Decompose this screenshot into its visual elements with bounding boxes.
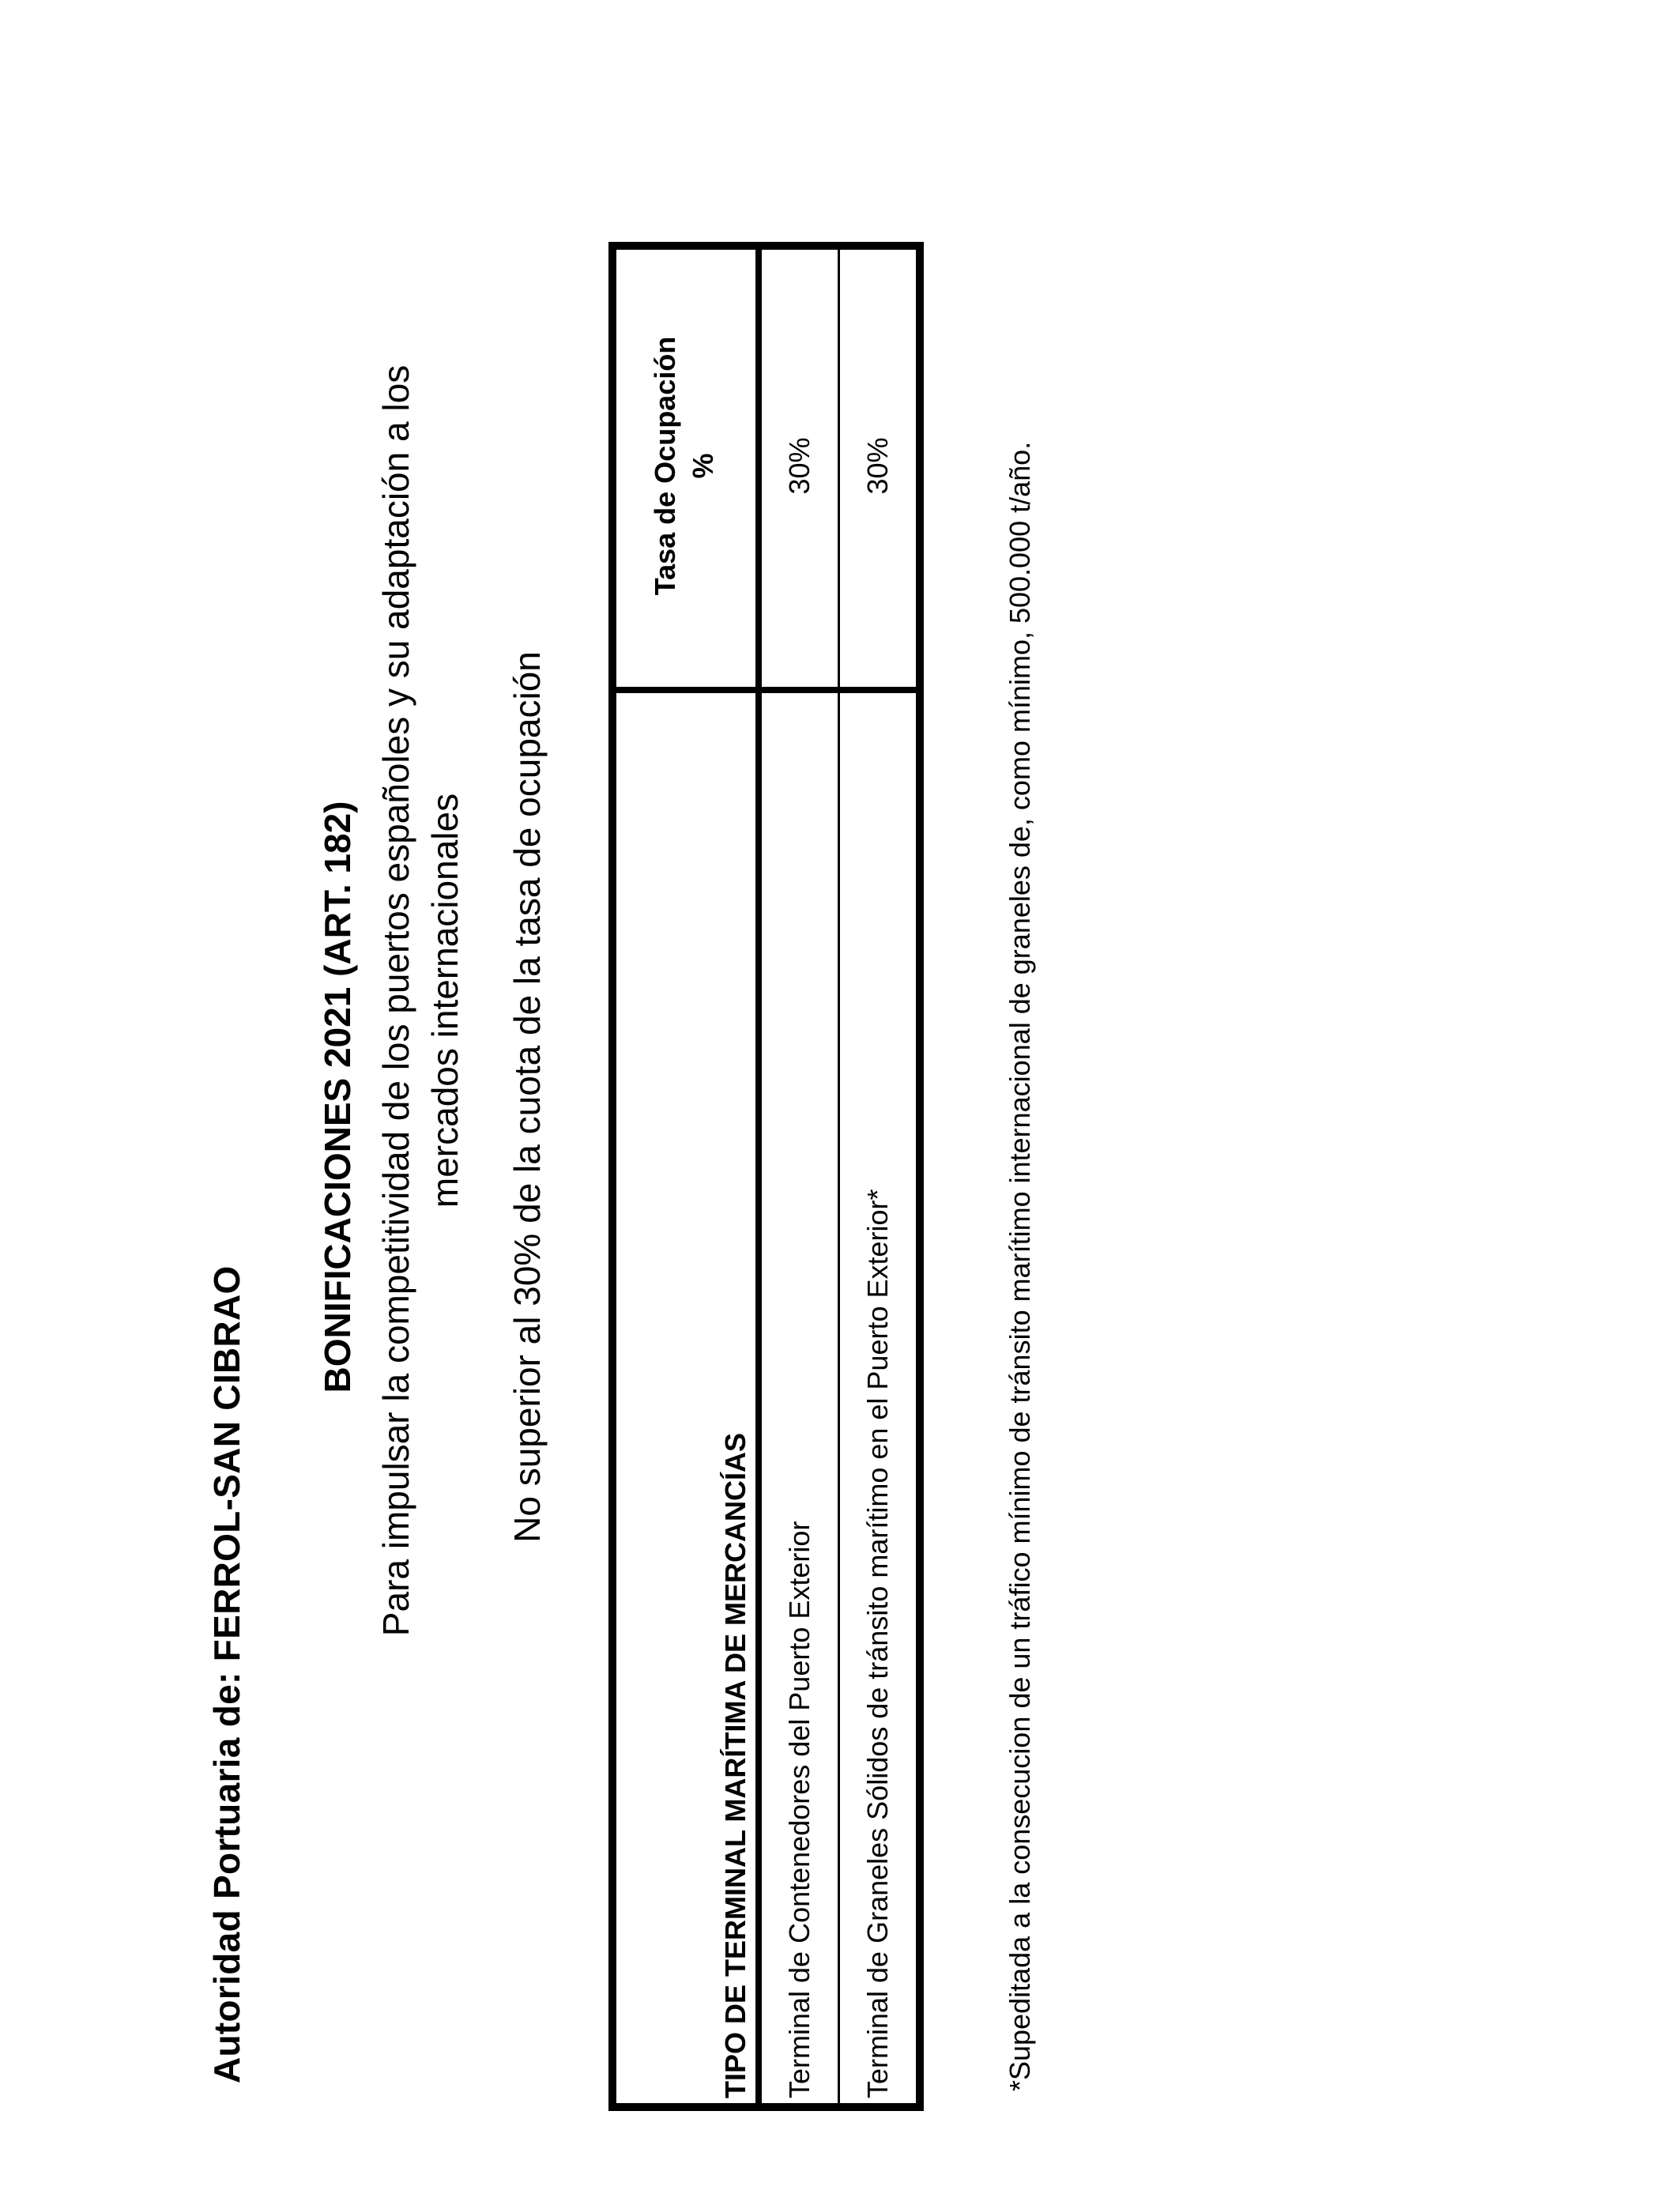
header-rate-line2: % [687, 453, 719, 479]
bonus-table [608, 242, 924, 2111]
table-row [759, 246, 839, 2107]
header-occupancy-rate [612, 246, 759, 690]
footnote: *Supeditada a la consecucion de un tráfico mínimo de tránsito marítimo internacional de graneles de, como mínimo, 500.000 t/año. [1004, 441, 1036, 2091]
table-row [839, 246, 921, 2107]
subtitle: Para impulsar la competitividad de los puertos españoles y su adaptación a los mercados internacionales [375, 364, 465, 1637]
page-title: BONIFICACIONES 2021 (ART. 182) [317, 801, 358, 1393]
authority-title: Autoridad Portuaria de: FERROL-SAN CIBRAO [206, 1265, 247, 2083]
limit-note: No superior al 30% de la cuota de la tasa de ocupación [507, 651, 548, 1543]
header-terminal-type: TIPO DE TERMINAL MARÍTIMA DE MERCANCÍAS [612, 690, 759, 2107]
header-rate-line1: Tasa de Ocupación [649, 336, 681, 596]
row-terminal-type: Terminal de Graneles Sólidos de tránsito marítimo en el Puerto Exterior* [839, 690, 921, 2107]
row-rate: 30% [759, 246, 839, 690]
row-terminal-type: Terminal de Contenedores del Puerto Exterior [759, 690, 839, 2107]
table-header-row [612, 246, 759, 2107]
row-rate: 30% [861, 437, 894, 495]
